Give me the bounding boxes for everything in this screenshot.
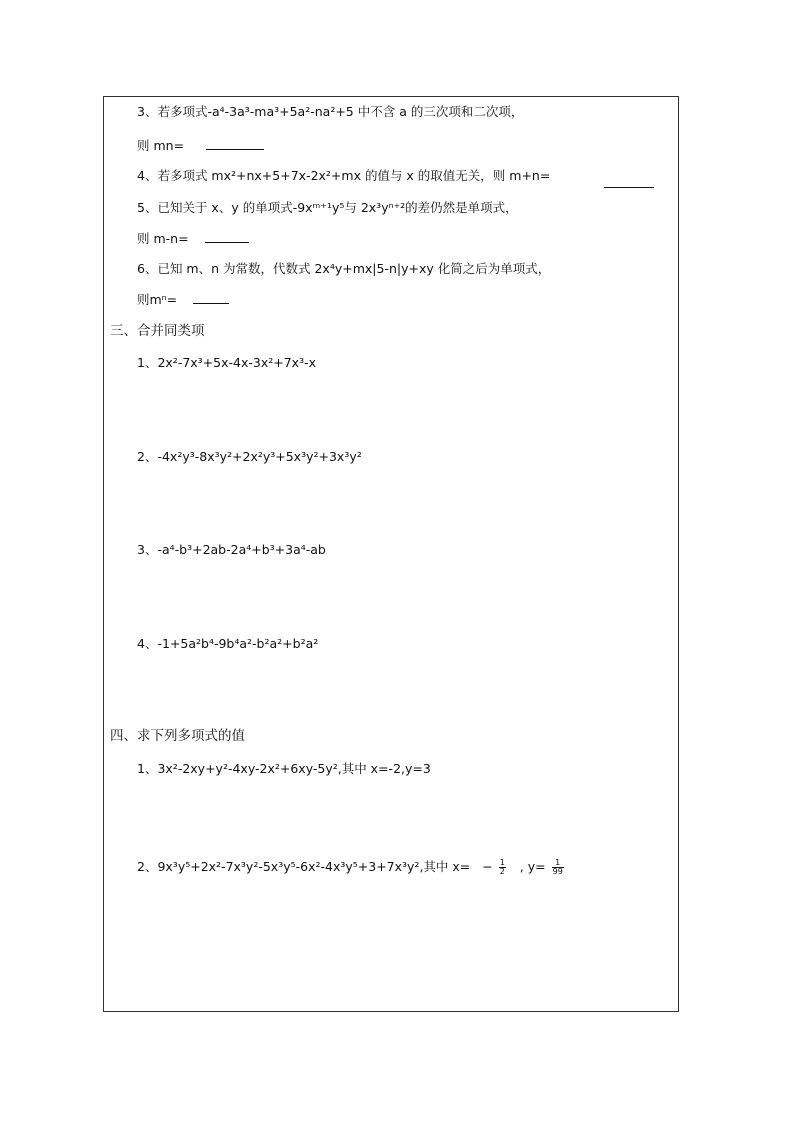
fraction-one-ninety-ninth: $\frac{1}{99}$ — [552, 858, 563, 876]
section-3-problem-1: 1、2x²-7x³+5x-4x-3x²+7x³-x — [137, 355, 316, 370]
section-3-heading: 三、合并同类项 — [110, 323, 205, 339]
section-4-problem-1: 1、3x²-2xy+y²-4xy-2x²+6xy-5y²,其中 x=-2,y=3 — [137, 761, 431, 776]
answer-blank[interactable] — [205, 241, 249, 243]
question-6-line-2: 则mⁿ= — [137, 292, 229, 308]
section-4-heading: 四、求下列多项式的值 — [110, 728, 245, 744]
section-3-problem-4: 4、-1+5a²b⁴-9b⁴a²-b²a²+b²a² — [137, 636, 319, 651]
question-5-line-1: 5、已知关于 x、y 的单项式-9xᵐ⁺¹y⁵与 2x³yⁿ⁺²的差仍然是单项式， — [137, 200, 518, 215]
answer-blank[interactable] — [604, 186, 654, 188]
section-3-problem-3: 3、-a⁴-b³+2ab-2a⁴+b³+3a⁴-ab — [137, 542, 326, 557]
answer-blank[interactable] — [193, 302, 229, 304]
answer-blank[interactable] — [206, 148, 264, 150]
question-5-line-2: 则 m-n= — [137, 231, 249, 247]
question-4: 4、若多项式 mx²+nx+5+7x-2x²+mx 的值与 x 的取值无关，则 m+n= — [137, 168, 551, 183]
question-3-line-1: 3、若多项式-a⁴-3a³-ma³+5a²-na²+5 中不含 a 的三次项和二次项， — [137, 104, 524, 119]
fraction-one-half: $\frac{1}{2}$ — [499, 858, 505, 876]
question-3-line-2: 则 mn= — [137, 138, 264, 154]
question-6-line-1: 6、已知 m、n 为常数，代数式 2x⁴y+mx|5-n|y+xy 化简之后为单项式， — [137, 261, 551, 276]
section-4-problem-2: 2、9x³y⁵+2x²-7x³y²-5x³y⁵-6x²-4x³y⁵+3+7x³y²,其中 x= − $\frac{1}{2}$ , y= $\frac{1}{99}$ — [137, 858, 563, 876]
question-4-blank[interactable] — [604, 176, 654, 192]
section-3-problem-2: 2、-4x²y³-8x³y²+2x²y³+5x³y²+3x³y² — [137, 449, 362, 464]
